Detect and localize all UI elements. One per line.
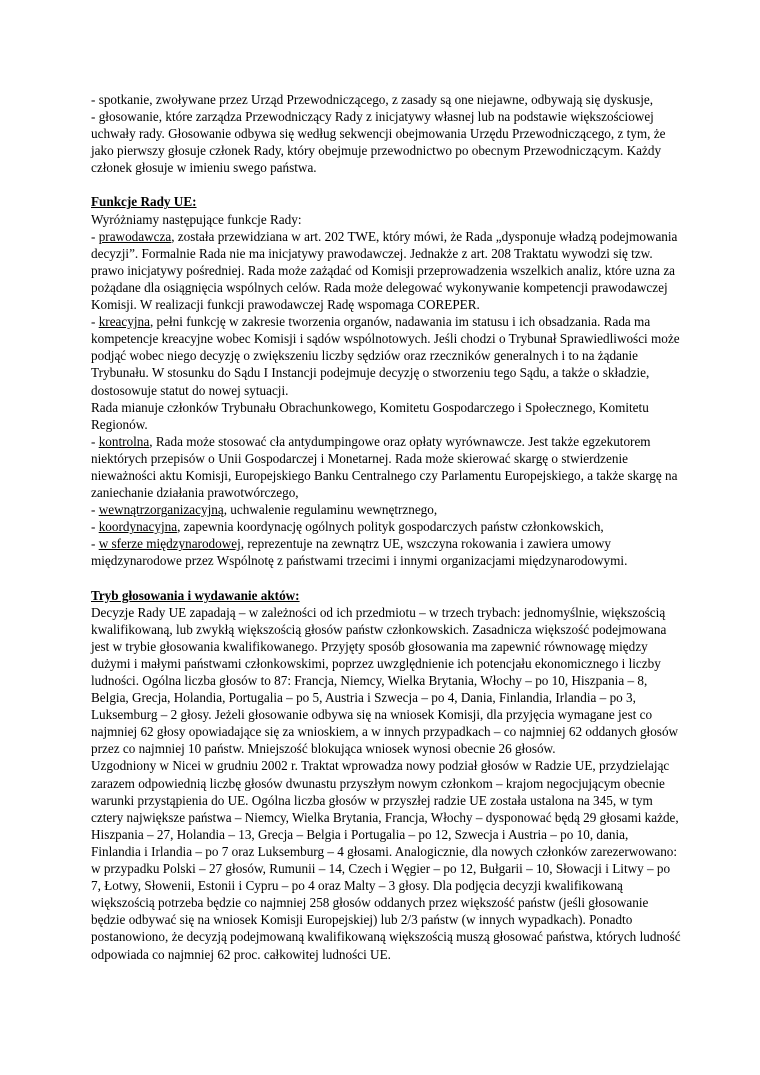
- function-text: , zapewnia koordynację ogólnych polityk gospodarczych państw członkowskich,: [177, 519, 604, 535]
- function-item-international: [91, 535, 681, 569]
- voting-paragraph-nice: Uzgodniony w Nicei w grudniu 2002 r. Traktat wprowadza nowy podział głosów w Radzie UE, przydzielając zarazem odpowiednią liczbę głosów dwunastu przyszłym nowym członkom – krajom negocjującym obecnie warunki przystąpienia do UE. Ogólna liczba głosów w przyszłej radzie UE została ustalona na 345, w tym cztery największe państwa – Niemcy, Wielka Brytania, Francja, Włochy – dysponować będą 29 głosami każde, Hiszpania – 27, Holandia – 13, Grecja – Belgia i Portugalia – po 12, Szwecja i Austria – po 10, dania, Finlandia i Irlandia – po 7 oraz Luksemburg – 4 głosami. Analogicznie, dla nowych członków zarezerwowano: w przypadku Polski – 27 głosów, Rumunii – 14, Czech i Węgier – po 12, Bułgarii – 10, Słowacji i Litwy – po 7, Łotwy, Słowenii, Estonii i Cypru – po 4 oraz Malty – 3 głosy. Dla podjęcia decyzji kwalifikowaną większością potrzeba będzie co najmniej 258 głosów oddanych przez większość państw (jeśli głosowanie będzie odbywać się na wniosek Komisji Europejskiej) lub 2/3 państw (w innych wypadkach). Ponadto postanowiono, że decyzją podejmowaną kwalifikowaną większością muszą głosować państwa, których ludność odpowiada co najmniej 62 proc. całkowitej ludności UE.: [91, 758, 681, 962]
- voting-paragraph-current: Decyzje Rady UE zapadają – w zależności od ich przedmiotu – w trzech trybach: jednomyślnie, większością kwalifikowaną, lub zwykłą większością głosów państw członkowskich. Zasadnicza większość podejmowana jest w trybie głosowania kwalifikowanego. Przyjęty sposób głosowania ma zapewnić równowagę między dużymi i małymi państwami członkowskimi, poprzez uwzględnienie ich potencjału ekonomicznego i liczby ludności. Ogólna liczba głosów to 87: Francja, Niemcy, Wielka Brytania, Włochy – po 10, Hiszpania – 8, Belgia, Grecja, Holandia, Portugalia – po 5, Austria i Szwecja – po 4, Dania, Finlandia, Irlandia – po 3, Luksemburg – 2 głosy. Jeżeli głosowanie odbywa się na wniosek Komisji, dla przyjęcia wymagane jest co najmniej 62 głosy opowiadające się za wnioskiem, a w innych przypadkach – co najmniej 62 oddanych głosów przez co najmniej 10 państw. Mniejszość blokująca wniosek wynosi obecnie 26 głosów.: [91, 604, 679, 757]
- function-item-control: [91, 433, 681, 501]
- function-text: , została przewidziana w art. 202 TWE, który mówi, że Rada „dysponuje władzą podejmowania decyzji”. Formalnie Rada nie ma inicjatywy prawodawczej. Jednakże z art. 208 Traktatu wywodzi się tzw. prawo inicjatywy pośredniej. Rada może zażądać od Komisji przeprowadzenia wszelkich analiz, które uzna za pożądane dla osiągnięcia wspólnych celów. Rada może delegować wykonywanie kompetencji prawodawczej Komisji. W realizacji funkcji prawodawczej Radę wspomaga COREPER.: [91, 228, 678, 313]
- function-item-legislative: [91, 228, 681, 313]
- functions-lead: Wyróżniamy następujące funkcje Rady:: [91, 211, 302, 227]
- function-term: kontrolna: [98, 433, 150, 449]
- section-heading-functions: Funkcje Rady UE:: [91, 194, 197, 210]
- section-heading-voting: Tryb głosowania i wydawanie aktów:: [91, 587, 300, 603]
- function-text: , pełni funkcję w zakresie tworzenia organów, nadawania im statusu i ich obsadzania. Rada ma kompetencje kreacyjne wobec Komisji i sądów wspólnotowych. Jeśli chodzi o Trybunał Sprawiedliwości może podjąć wobec niego decyzję o zwiększeniu liczby sędziów oraz rzeczników generalnych i to na żądanie Trybunału. W stosunku do Sądu I Instancji podejmuje decyzję o stworzeniu tego Sądu, a także o składzie, dostosowuje statut do nowej sytuacji.: [91, 314, 680, 398]
- function-text: , reprezentuje na zewnątrz UE, wszczyna rokowania i zawiera umowy międzynarodowe przez Wspólnotę z państwami trzecimi i innymi organizacjami międzynarodowymi.: [91, 536, 628, 569]
- item-prefix: -: [91, 519, 99, 535]
- item-prefix: -: [91, 536, 99, 552]
- function-term: koordynacyjna: [98, 519, 178, 535]
- function-term: wewnątrzorganizacyjną: [98, 502, 224, 518]
- function-item-internal: [91, 501, 681, 518]
- item-prefix: -: [91, 314, 99, 330]
- document-page: [91, 91, 681, 963]
- function-item-appointments: Rada mianuje członków Trybunału Obrachunkowego, Komitetu Gospodarczego i Społecznego, Komitetu Regionów.: [91, 399, 649, 432]
- paragraph-gap: [91, 176, 681, 193]
- intro-paragraph-voting: - głosowanie, które zarządza Przewodniczący Rady z inicjatywy własnej lub na podstawie większościowej uchwały rady. Głosowanie odbywa się według sekwencji obejmowania Urzędu Przewodniczącego, z tym, że jako pierwszy głosuje członek Rady, który obejmuje przewodnictwo po obecnym Przewodniczącym. Każdy członek głosuje w imieniu swego państwa.: [91, 109, 666, 176]
- function-term: kreacyjna: [98, 314, 150, 330]
- paragraph-gap: [91, 570, 681, 587]
- item-prefix: -: [91, 502, 99, 518]
- function-item-coordination: [91, 518, 681, 535]
- function-term: prawodawcza: [98, 228, 172, 244]
- intro-paragraph-meeting: - spotkanie, zwoływane przez Urząd Przewodniczącego, z zasady są one niejawne, odbywają się dyskusje,: [91, 92, 654, 107]
- item-prefix: -: [91, 433, 99, 449]
- function-text: , uchwalenie regulaminu wewnętrznego,: [223, 502, 438, 518]
- function-item-creative: [91, 313, 681, 398]
- function-term: w sferze międzynarodowej: [98, 536, 241, 552]
- item-prefix: -: [91, 228, 99, 244]
- function-text: , Rada może stosować cła antydumpingowe oraz opłaty wyrównawcze. Jest także egzekutorem niektórych przepisów o Unii Gospodarczej i Monetarnej. Rada może skierować skargę o stwierdzenie nieważności aktu Komisji, Europejskiego Banku Centralnego czy Parlamentu Europejskiego, a także skargę na zaniechanie działania prawotwórczego,: [91, 433, 678, 501]
